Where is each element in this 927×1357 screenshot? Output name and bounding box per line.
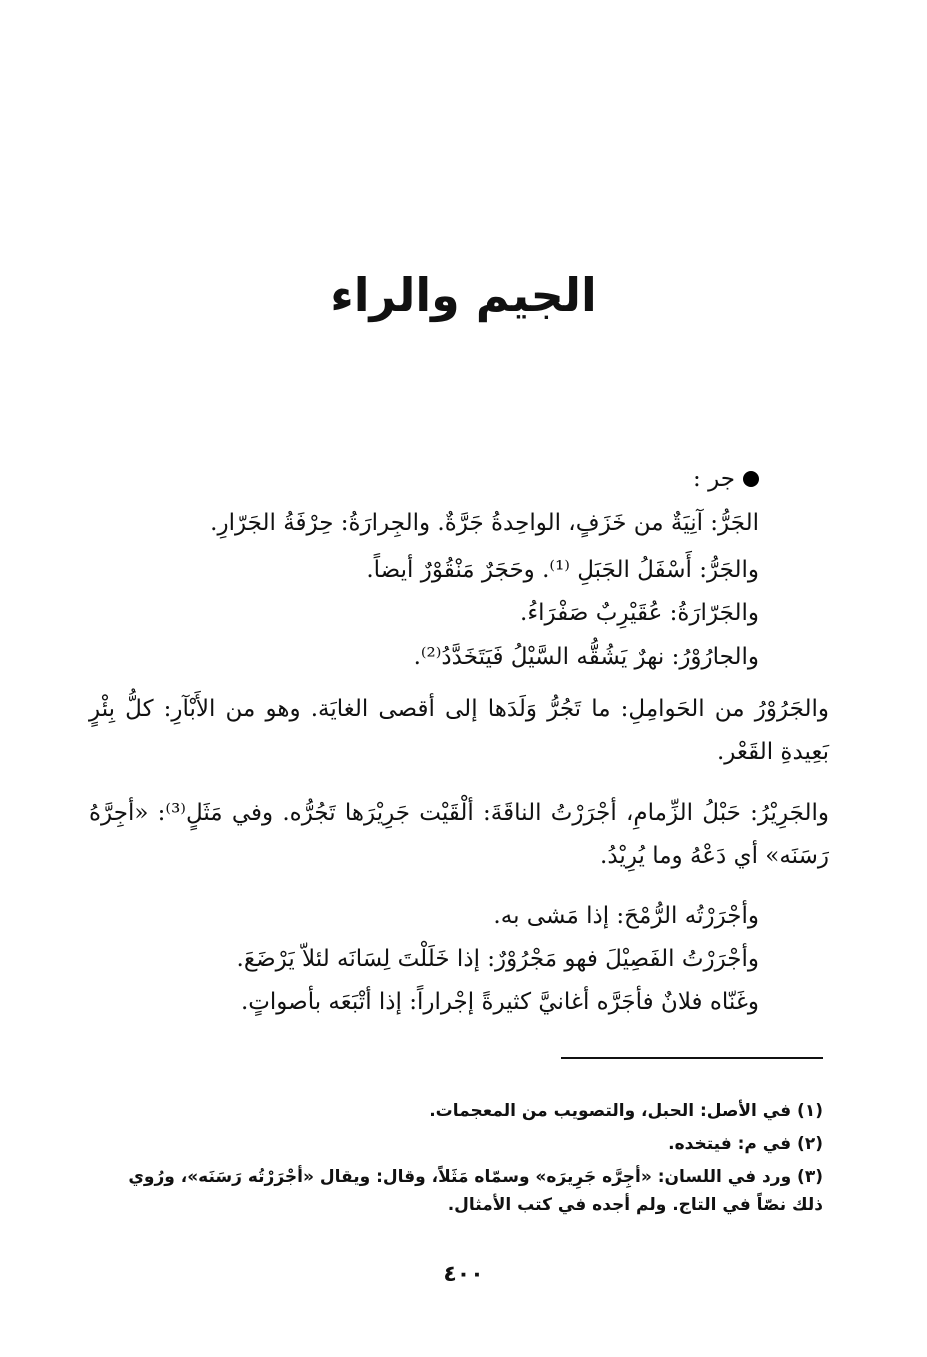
entry-jarr-jar: الجَرُّ: آنِيَةٌ من خَزَفٍ، الواحِدةُ جَرَّةٌ. والجِرارَةُ: حِرْفَةُ الجَرّارِ. <box>210 510 759 536</box>
entry-jarrara: والجَرّارَةُ: عُقَيْرِبٌ صَفْرَاءُ. <box>520 600 759 626</box>
bullet-icon <box>743 471 759 487</box>
entry-ajrartuh-rumh: وأجْرَرْتُه الرُّمْحَ: إذا مَشى به. <box>493 903 759 929</box>
root-label: جر : <box>693 466 735 492</box>
entry-jarir: والجَرِيْرُ: حَبْلُ الزِّمامِ، أجْرَرْتُ الناقَةَ: ألْقَيْت جَرِيْرَها تَجُرُّه. وفي مَثَلٍ⁽³⁾: «أجِرَّهُ رَسَنَه» أي دَعْهُ وما يُرِيْدُ. <box>89 800 829 869</box>
footnote-2: (٢) في م: فيتخده. <box>668 1134 823 1154</box>
footnote-1: (١) في الأصل: الحبل، والتصويب من المعجمات. <box>429 1101 823 1121</box>
entry-ajrart-fasil: وأجْرَرْتُ الفَصِيْلَ فهو مَجْرُوْرٌ: إذا خَلَلْتَ لِسَانَه لئلاّ يَرْضَعَ. <box>236 946 759 972</box>
entry-ghannah: وغَنّاه فلانٌ فأجَرَّه أغانيَّ كثيرةً إجْراراً: إذا أتْبَعَه بأصواتٍ. <box>240 989 759 1015</box>
page-number: ٤٠٠ <box>443 1262 484 1287</box>
entry-jarur: والجارُوْرُ: نهرٌ يَشُقُّه السَّيْلُ فَيَتَخَدَّدُ⁽²⁾. <box>413 644 759 670</box>
chapter-title: الجيم والراء <box>330 268 597 322</box>
footnote-3: (٣) ورد في اللسان: «أجِرَّه جَرِيرَه» وسمّاه مَثَلاً، وقال: ويقال «أجْرَرْتُه رَسَنَه»، ورُوي ذلك نصّاً في التاج. ولم أجده في كتب الأمثال. <box>128 1167 823 1215</box>
root-heading <box>693 464 759 494</box>
footnote-divider <box>561 1057 823 1059</box>
entry-jarr-mountain: والجَرُّ: أَسْفَلُ الجَبَلِ ⁽¹⁾. وحَجَرٌ مَنْقُوْرٌ أيضاً. <box>366 557 759 583</box>
entry-jarur-hawamil: والجَرُوْرُ من الحَوامِلِ: ما تَجُرُّ وَلَدَها إلى أقصى الغايَة. وهو من الأَبْآرِ: كلُّ بِئْرٍ بَعِيدةِ القَعْر. <box>89 696 829 765</box>
